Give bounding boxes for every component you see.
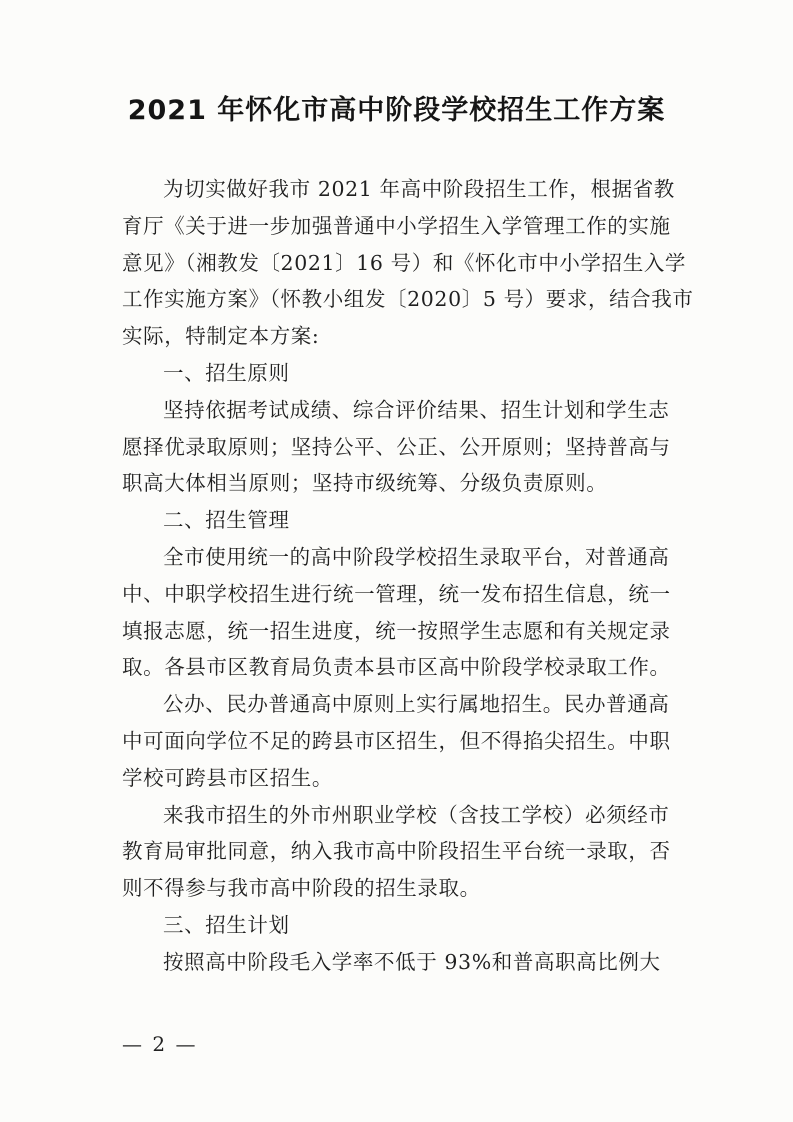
- document-body: [122, 171, 694, 981]
- text-line: 公办、民办普通高中原则上实行属地招生。民办普通高: [163, 692, 670, 717]
- enrollment-management-paragraph-1: [122, 539, 670, 686]
- intro-paragraph: [122, 171, 694, 355]
- text-line: 工作实施方案》（怀教小组发〔2020〕5 号）要求，结合我市: [122, 287, 694, 312]
- text-line: 填报志愿，统一招生进度，统一按照学生志愿和有关规定录: [122, 618, 671, 643]
- text-line: 中、中职学校招生进行统一管理，统一发布招生信息，统一: [122, 581, 671, 606]
- text-line: 意见》（湘教发〔2021〕16 号）和《怀化市中小学招生入学: [122, 250, 687, 275]
- section-heading-enrollment-management: 二、招生管理: [163, 508, 290, 533]
- text-line: 育厅《关于进一步加强普通中小学招生入学管理工作的实施: [122, 213, 671, 238]
- enrollment-management-paragraph-2: [122, 686, 670, 796]
- page-number: — 2 —: [122, 1032, 198, 1056]
- text-line: 则不得参与我市高中阶段的招生录取。: [122, 876, 481, 901]
- enrollment-principles-paragraph: [122, 392, 670, 502]
- text-line: 中可面向学位不足的跨县市区招生，但不得掐尖招生。中职: [122, 728, 671, 753]
- text-line: 坚持依据考试成绩、综合评价结果、招生计划和学生志: [163, 397, 670, 422]
- text-line: 来我市招生的外市州职业学校（含技工学校）必须经市: [163, 802, 670, 827]
- text-line: 愿择优录取原则；坚持公平、公正、公开原则；坚持普高与: [122, 434, 671, 459]
- section-heading-enrollment-principles: 一、招生原则: [163, 360, 290, 385]
- enrollment-plan-paragraph: [122, 944, 670, 981]
- text-line: 取。各县市区教育局负责本县市区高中阶段学校录取工作。: [122, 655, 671, 680]
- enrollment-management-paragraph-3: [122, 797, 670, 907]
- document-title: 2021 年怀化市高中阶段学校招生工作方案: [127, 95, 666, 126]
- text-line: 实际，特制定本方案:: [122, 324, 320, 349]
- section-heading-enrollment-plan: 三、招生计划: [163, 912, 290, 937]
- text-line: 按照高中阶段毛入学率不低于 93%和普高职高比例大: [163, 949, 661, 974]
- text-line: 学校可跨县市区招生。: [122, 765, 333, 790]
- text-line: 全市使用统一的高中阶段学校招生录取平台，对普通高: [163, 544, 670, 569]
- text-line: 为切实做好我市 2021 年高中阶段招生工作，根据省教: [163, 177, 675, 201]
- text-line: 教育局审批同意，纳入我市高中阶段招生平台统一录取，否: [122, 839, 671, 864]
- text-line: 职高大体相当原则；坚持市级统筹、分级负责原则。: [122, 471, 608, 496]
